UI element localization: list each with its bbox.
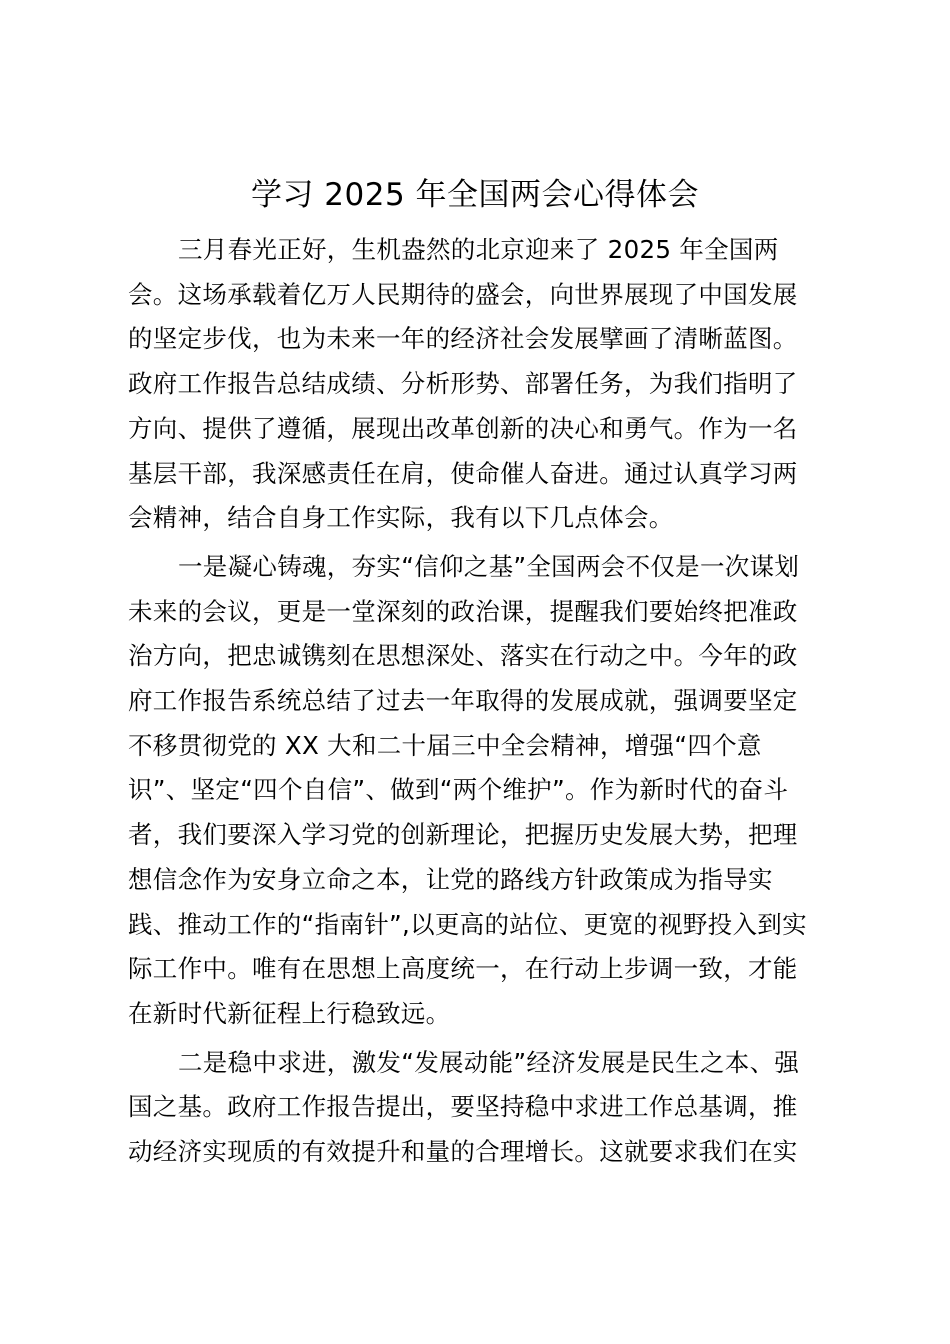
document-body <box>128 228 828 1175</box>
text-line: 想信念作为安身立命之本，让党的路线方针政策成为指导实 <box>128 864 773 894</box>
text-line: 政府工作报告总结成绩、分析形势、部署任务，为我们指明了 <box>128 369 798 399</box>
text-line: 际工作中。唯有在思想上高度统一，在行动上步调一致，才能 <box>128 954 798 984</box>
paragraph-intro <box>128 228 828 541</box>
text-line: 基层干部，我深感责任在肩，使命催人奋进。通过认真学习两 <box>128 458 798 488</box>
text-line: 者，我们要深入学习党的创新理论，把握历史发展大势，把理 <box>128 820 798 850</box>
text-line: 识”、坚定“四个自信”、做到“两个维护”。作为新时代的奋斗 <box>128 775 789 805</box>
text-line: 未来的会议，更是一堂深刻的政治课，提醒我们要始终把准政 <box>128 596 798 626</box>
text-line: 在新时代新征程上行稳致远。 <box>128 998 451 1028</box>
text-line: 动经济实现质的有效提升和量的合理增长。这就要求我们在实 <box>128 1137 798 1167</box>
document-title: 学习 2025 年全国两会心得体会 <box>250 177 700 213</box>
text-line: 治方向，把忠诚镌刻在思想深处、落实在行动之中。今年的政 <box>128 641 798 671</box>
text-line: 方向、提供了遵循，展现出改革创新的决心和勇气。作为一名 <box>128 413 798 443</box>
text-line: 一是凝心铸魂，夯实“信仰之基”全国两会不仅是一次谋划 <box>178 551 800 581</box>
paragraph-point-one <box>128 545 828 1037</box>
text-line: 三月春光正好，生机盎然的北京迎来了 2025 年全国两 <box>178 235 779 264</box>
text-line: 府工作报告系统总结了过去一年取得的发展成就，强调要坚定 <box>128 686 798 716</box>
text-line: 践、推动工作的“指南针”,以更高的站位、更宽的视野投入到实 <box>128 909 807 939</box>
text-line: 不移贯彻党的 XX 大和二十届三中全会精神，增强“四个意 <box>128 730 762 760</box>
text-line: 会。这场承载着亿万人民期待的盛会，向世界展现了中国发展 <box>128 279 798 309</box>
text-line: 二是稳中求进，激发“发展动能”经济发展是民生之本、强 <box>178 1047 800 1077</box>
text-line: 会精神，结合自身工作实际，我有以下几点体会。 <box>128 503 674 533</box>
text-line: 的坚定步伐，也为未来一年的经济社会发展擘画了清晰蓝图。 <box>128 324 798 354</box>
paragraph-point-two <box>128 1041 828 1175</box>
text-line: 国之基。政府工作报告提出，要坚持稳中求进工作总基调，推 <box>128 1092 798 1122</box>
